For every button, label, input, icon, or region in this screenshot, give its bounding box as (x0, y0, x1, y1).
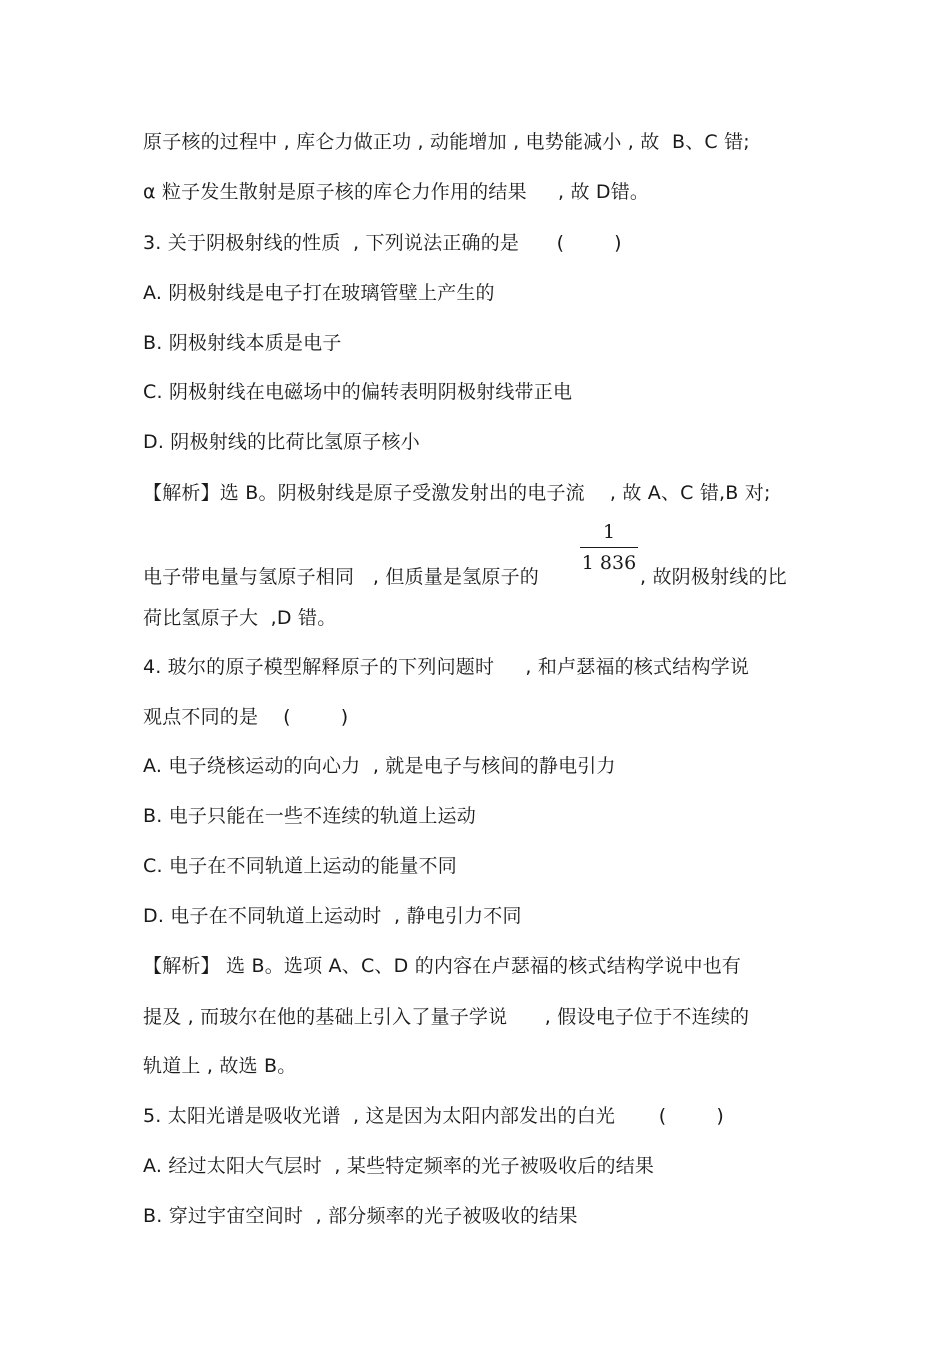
question-4-option-d: D. 电子在不同轨道上运动时 , 静电引力不同 (143, 905, 522, 927)
question-5-option-b: B. 穿过宇宙空间时 , 部分频率的光子被吸收的结果 (143, 1205, 578, 1227)
question-3-analysis-line-1: 【解析】选 B。阴极射线是原子受激发射出的电子流 , 故 A、C 错,B 对; (143, 482, 771, 504)
question-4-analysis-line-2: 提及 , 而玻尔在他的基础上引入了量子学说 , 假设电子位于不连续的 (143, 1006, 750, 1028)
mass-ratio-fraction (578, 520, 640, 575)
fraction-numerator: 1 (602, 521, 616, 543)
question-4-option-b: B. 电子只能在一些不连续的轨道上运动 (143, 805, 476, 827)
question-3-option-c: C. 阴极射线在电磁场中的偏转表明阴极射线带正电 (143, 381, 573, 403)
question-4-option-c: C. 电子在不同轨道上运动的能量不同 (143, 855, 457, 877)
question-5-stem: 5. 太阳光谱是吸收光谱 , 这是因为太阳内部发出的白光 ( ) (143, 1105, 724, 1127)
question-4-stem-line-1: 4. 玻尔的原子模型解释原子的下列问题时 , 和卢瑟福的核式结构学说 (143, 656, 750, 678)
text-line-continuation-2: α 粒子发生散射是原子核的库仑力作用的结果 , 故 D错。 (143, 181, 650, 203)
question-3-option-d: D. 阴极射线的比荷比氢原子核小 (143, 431, 420, 453)
question-3-stem: 3. 关于阴极射线的性质 , 下列说法正确的是 ( ) (143, 232, 622, 254)
text-line-continuation-1: 原子核的过程中 , 库仑力做正功 , 动能增加 , 电势能减小 , 故 B、C 错; (143, 131, 750, 153)
question-4-option-a: A. 电子绕核运动的向心力 , 就是电子与核间的静电引力 (143, 755, 616, 777)
question-3-analysis-line-3: 荷比氢原子大 ,D 错。 (143, 607, 337, 629)
fraction-bar (580, 547, 638, 548)
question-5-option-a: A. 经过太阳大气层时 , 某些特定频率的光子被吸收后的结果 (143, 1155, 655, 1177)
question-4-analysis-line-3: 轨道上 , 故选 B。 (143, 1055, 297, 1077)
question-4-analysis-line-1: 【解析】 选 B。选项 A、C、D 的内容在卢瑟福的核式结构学说中也有 (143, 955, 742, 977)
question-3-option-a: A. 阴极射线是电子打在玻璃管壁上产生的 (143, 282, 495, 304)
fraction-denominator: 1 836 (581, 552, 637, 574)
question-4-stem-line-2: 观点不同的是 ( ) (143, 706, 349, 728)
question-3-option-b: B. 阴极射线本质是电子 (143, 332, 342, 354)
question-3-analysis-line-2b: , 故阴极射线的比 (640, 566, 787, 588)
question-3-analysis-line-2a: 电子带电量与氢原子相同 , 但质量是氢原子的 (143, 566, 539, 588)
